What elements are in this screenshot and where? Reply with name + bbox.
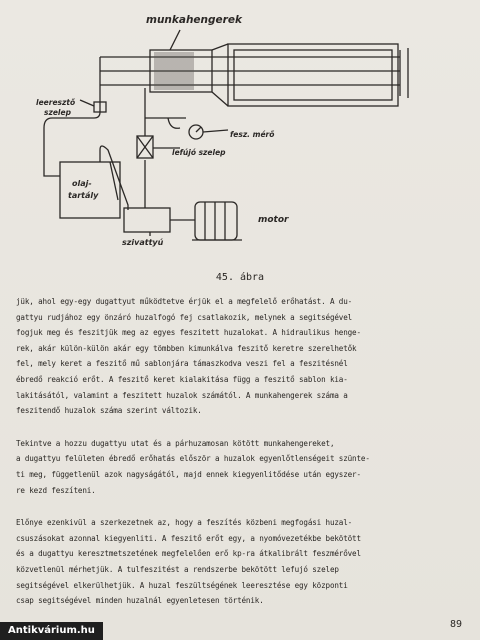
label-relief-valve: lefújó szelep	[172, 148, 226, 157]
watermark-logo: Antikvárium.hu	[0, 622, 103, 640]
hydraulic-tensioning-diagram	[0, 0, 480, 260]
label-drain-valve-line2: szelep	[44, 108, 71, 117]
tensioning-frame	[228, 44, 398, 106]
motor	[195, 202, 237, 240]
label-cylinders: munkahengerek	[146, 14, 242, 26]
body-text	[16, 294, 468, 626]
label-drain-valve-line1: leeresztő	[36, 98, 76, 107]
label-motor: motor	[258, 215, 289, 225]
paragraph-3: Előnye ezenkivül a szerkezetnek az, hogy a feszítés közbeni megfogási huzal- csuszásokat azonnal kiegyenliti. A feszitő erőt egy, a nyomóvezetékbe bekötött és a dugattyu keresztmetszetének megfelelően erő kp-ra átkalibrált feszmérővel közvetlenül mérhetjük. A tulfeszitést a rendszerbe bekötött lefujó szelep segitségével elkerülhetjük. A huzal feszültségének leeresztése egy központi csap segitségével minden huzalnál egyenletesen történik.	[16, 518, 361, 606]
label-pressure-gauge: fesz. mérő	[230, 130, 275, 139]
paragraph-2: Tekintve a hozzu dugattyu utat és a párhuzamosan kötött munkahengereket, a dugattyu felületen ébredő erőhatás először a huzalok egyenlőtlenségeit szünte- ti meg, függetlenül azok nagyságától, majd ennek kiegyenlitődése után egyszer- re kezd feszíteni.	[16, 438, 370, 495]
label-pump: szivattyú	[122, 238, 164, 247]
label-oil-tank-line1: olaj-	[72, 179, 92, 188]
oil-tank	[60, 162, 120, 218]
pump	[124, 208, 170, 232]
figure-caption: 45. ábra	[215, 272, 265, 283]
label-oil-tank-line2: tartály	[68, 191, 99, 200]
page-number: 89	[449, 619, 462, 630]
paragraph-1: jük, ahol egy-egy dugattyut működtetve érjük el a megfelelő erőhatást. A du- gattyu rudjához egy önzáró huzalfogó fej csatlakozik, melynek a segitségével fogjuk meg és feszitjük meg az egyes feszitett huzalokat. A hidraulikus henge- rek, akár külön-külön akár egy tömbben kimunkálva feszitő keretre szerelhetők fel, mely keret a feszitő mű sablonjára támaszkodva veszi fel a feszitésnél ébredő reakció erőt. A feszitő keret kialakitása függ a feszitő sablon kia- lakitásától, valamint a feszitett huzalok számától. A munkahengerek száma a feszitendő huzalok száma szerint változik.	[16, 297, 361, 416]
diagram-svg	[0, 0, 480, 260]
